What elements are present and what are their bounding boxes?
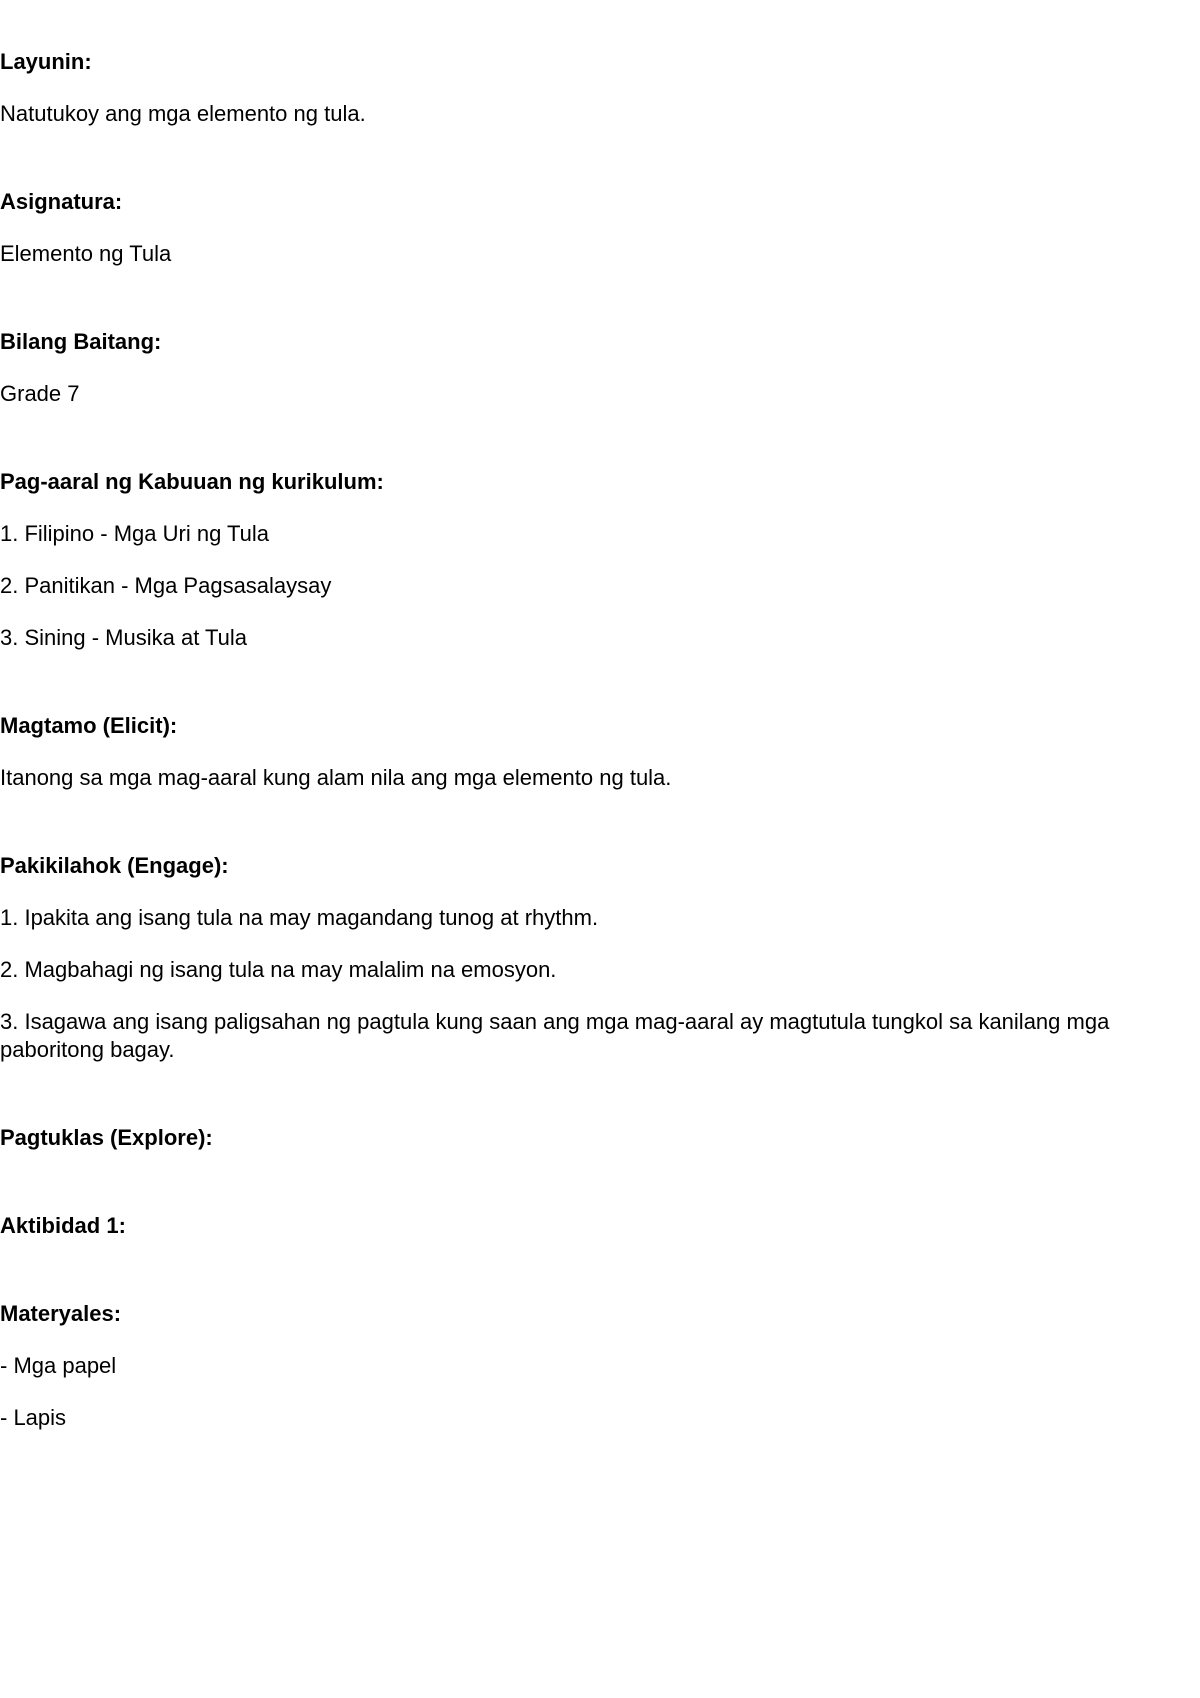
layunin-text: Natutukoy ang mga elemento ng tula. [0, 101, 366, 126]
materyales-item-1: - Mga papel [0, 1353, 117, 1378]
pagtuklas-heading: Pagtuklas (Explore): [0, 1125, 213, 1150]
layunin-heading: Layunin: [0, 49, 92, 74]
asignatura-heading: Asignatura: [0, 189, 123, 214]
magtamo-heading: Magtamo (Elicit): [0, 713, 178, 738]
materyales-item-2: - Lapis [0, 1405, 67, 1430]
bilang-baitang-heading: Bilang Baitang: [0, 329, 162, 354]
asignatura-text: Elemento ng Tula [0, 241, 172, 266]
magtamo-text: Itanong sa mga mag-aaral kung alam nila ang mga elemento ng tula. [0, 765, 672, 790]
kurikulum-item-1: 1. Filipino - Mga Uri ng Tula [0, 521, 269, 546]
kurikulum-heading: Pag-aaral ng Kabuuan ng kurikulum: [0, 469, 384, 494]
materyales-heading: Materyales: [0, 1301, 122, 1326]
pakikilahok-item-1: 1. Ipakita ang isang tula na may magandang tunog at rhythm. [0, 905, 599, 930]
bilang-baitang-text: Grade 7 [0, 381, 80, 406]
pakikilahok-item-2: 2. Magbahagi ng isang tula na may malalim na emosyon. [0, 957, 557, 982]
kurikulum-item-2: 2. Panitikan - Mga Pagsasalaysay [0, 573, 332, 598]
aktibidad-heading: Aktibidad 1: [0, 1213, 126, 1238]
kurikulum-item-3: 3. Sining - Musika at Tula [0, 625, 248, 650]
pakikilahok-heading: Pakikilahok (Engage): [0, 853, 229, 878]
pakikilahok-item-3: 3. Isagawa ang isang paligsahan ng pagtula kung saan ang mga mag-aaral ay magtutula tungkol sa kanilang mga paboritong bagay. [0, 1009, 1110, 1062]
